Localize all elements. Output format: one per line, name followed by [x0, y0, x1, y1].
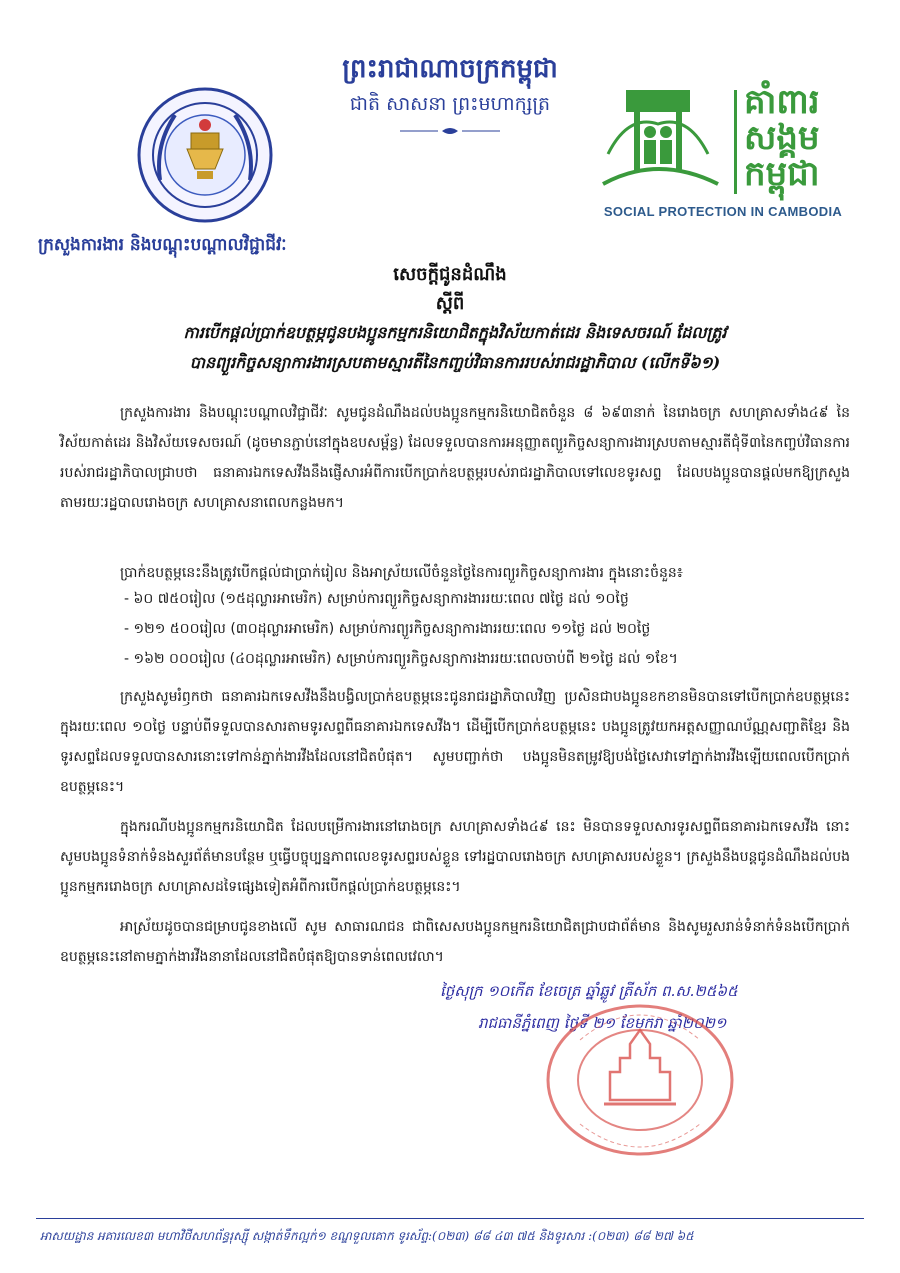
- national-motto: ជាតិ សាសនា ព្រះមហាក្សត្រ: [349, 93, 551, 115]
- sp-logo-word-1: គាំពារ: [744, 82, 820, 122]
- sp-logo-wordmark: [744, 84, 848, 192]
- list-item: - ១៦២ ០០០រៀល (៤០ដុល្លារអាមេរិក) សម្រាប់ការព្យួរកិច្ចសន្យាការងាររយៈពេលចាប់ពី ២១ថ្ងៃ ដល់ ១ខែ។: [124, 651, 678, 667]
- subject-line-2: បានព្យួរកិច្ចសន្យាការងារស្របតាមស្មារតីនៃកញ្ចប់វិធានការរបស់រាជរដ្ឋាភិបាល (លើកទី៦១): [189, 353, 721, 372]
- list-item: - ៦០ ៧៥០រៀល (១៥ដុល្លារអាមេរិក) សម្រាប់ការព្យួរកិច្ចសន្យាការងាររយៈពេល ៧ថ្ងៃ ដល់ ១០ថ្ងៃ: [124, 591, 629, 607]
- paragraph-4: ក្នុងករណីបងប្អូនកម្មករនិយោជិត ដែលបម្រើការងារនៅរោងចក្រ សហគ្រាសទាំង៤៩ នេះ មិនបានទទួលសារទូរសព្ទពីធនាគារឯកទេសវីង នោះសូមបងប្អូនទំនាក់ទំនងសួរព័ត៌មានបន្ថែម ឬធ្វើបច្ចុប្បន្នភាពលេខទូរសព្ទរបស់ខ្លួន ទៅរដ្ឋបាលរោងចក្រ សហគ្រាសរបស់ខ្លួន។ ក្រសួងនឹងបន្តជូនដំណឹងដល់បងប្អូនកម្មកររោងចក្រ សហគ្រាសដទៃផ្សេងទៀតអំពីការបើកផ្តល់ប្រាក់ឧបត្ថម្ភនេះ។: [60, 819, 850, 895]
- subject-line-1: ការបើកផ្តល់ប្រាក់ឧបត្ថម្ភជូនបងប្អូនកម្មករនិយោជិតក្នុងវិស័យកាត់ដេរ និងទេសចរណ៍ ដែលត្រូវ: [183, 323, 727, 342]
- ministry-logo: [135, 85, 275, 225]
- paragraph-3: ក្រសួងសូមរំឭកថា ធនាគារឯកទេសវីងនឹងបង្វិលប្រាក់ឧបត្ថម្ភនេះជូនរាជរដ្ឋាភិបាលវិញ ប្រសិនជាបងប្អូនខកខានមិនបានទៅបើកប្រាក់ឧបត្ថម្ភនេះ ក្នុងរយៈពេល ១០ថ្ងៃ បន្ទាប់ពីទទួលបានសារតាមទូរសព្ទពីធនាគារឯកទេសវីង។ ដើម្បីបើកប្រាក់ឧបត្ថម្ភនេះ បងប្អូនត្រូវយកអត្តសញ្ញាណប័ណ្ណសញ្ជាតិខ្មែរ និងទូរសព្ទដែលទទួលបានសារនោះទៅកាន់ភ្នាក់ងារវីងដែលនៅជិតបំផុត។ សូមបញ្ជាក់ថា បងប្អូនមិនតម្រូវឱ្យបង់ថ្លៃសេវាទៅភ្នាក់ងារវីងឡើយពេលបើកប្រាក់ឧបត្ថម្ភនេះ។: [60, 689, 850, 795]
- place-date: រាជធានីភ្នំពេញ ថ្ងៃទី ២១ ខែមករា ឆ្នាំ២០២១: [478, 1014, 727, 1032]
- notice-subtitle: ស្តីពី: [435, 293, 465, 314]
- paragraph-2: ប្រាក់ឧបត្ថម្ភនេះនឹងត្រូវបើកផ្តល់ជាប្រាក់រៀល និងអាស្រ័យលើចំនួនថ្ងៃនៃការព្យួរកិច្ចសន្យាការងារ ក្នុងនោះចំនួន៖: [120, 565, 683, 581]
- sp-logo-caption: SOCIAL PROTECTION IN CAMBODIA: [603, 204, 843, 219]
- ministry-name: ក្រសួងការងារ និងបណ្តុះបណ្តាលវិជ្ជាជីវៈ: [38, 235, 287, 255]
- footer-address: អាសយដ្ឋាន អគារលេខ៣ មហាវិថីសហព័ន្ធរុស្ស៊ី សង្កាត់ទឹកល្អក់១ ខណ្ឌទួលគោក ទូរស័ព្ទ:(០២៣) ៨៨ ៤៣ ៧៥ និងទូរសារ :(០២៣) ៨៨ ២៧ ៦៥: [40, 1229, 694, 1243]
- official-seal-stamp: [540, 1000, 740, 1160]
- notice-title: សេចក្តីជូនដំណឹង: [393, 264, 507, 285]
- list-item: - ១២១ ៥០០រៀល (៣០ដុល្លារអាមេរិក) សម្រាប់ការព្យួរកិច្ចសន្យាការងាររយៈពេល ១១ថ្ងៃ ដល់ ២០ថ្ងៃ: [124, 621, 651, 637]
- allowance-list: [124, 584, 854, 674]
- paragraph-1: ក្រសួងការងារ និងបណ្តុះបណ្តាលវិជ្ជាជីវៈ សូមជូនដំណឹងដល់បងប្អូនកម្មករនិយោជិតចំនួន ៨ ៦៩៣នាក់ នៃរោងចក្រ សហគ្រាសទាំង៤៩ នៃវិស័យកាត់ដេរ និងវិស័យទេសចរណ៍ (ដូចមានភ្ជាប់នៅក្នុងឧបសម្ព័ន្ធ) ដែលទទួលបានការអនុញ្ញាតព្យួរកិច្ចសន្យាការងារស្របតាមស្មារតីជុំទី៣នៃកញ្ចប់វិធានការរបស់រាជរដ្ឋាភិបាលជ្រាបថា ធនាគារឯកទេសវីងនឹងផ្ញើសារអំពីការបើកប្រាក់ឧបត្ថម្ភរបស់រាជរដ្ឋាភិបាលទៅលេខទូរសព្ទ ដែលបងប្អូនបានផ្តល់មកឱ្យក្រសួងតាមរយៈរដ្ឋបាលរោងចក្រ សហគ្រាសនាពេលកន្លងមក។: [60, 405, 850, 511]
- footer-divider: [36, 1218, 864, 1219]
- kingdom-title: ព្រះរាជាណាចក្រកម្ពុជា: [342, 54, 558, 84]
- lunar-date: ថ្ងៃសុក្រ ១០កើត ខែចេត្រ ឆ្នាំឆ្លូវ ត្រីស័ក ព.ស.២៥៦៥: [440, 982, 738, 1000]
- header-ornament: [400, 126, 500, 136]
- sp-logo-word-3: កម្ពុជា: [744, 154, 820, 194]
- paragraph-5: អាស្រ័យដូចបានជម្រាបជូនខាងលើ សូម សាធារណជន ជាពិសេសបងប្អូនកម្មករនិយោជិតជ្រាបជាព័ត៌មាន និងសូមរួសរាន់ទំនាក់ទំនងបើកប្រាក់ឧបត្ថម្ភនេះនៅតាមភ្នាក់ងារវីងនានាដែលនៅជិតបំផុតឱ្យបានទាន់ពេលវេលា។: [60, 919, 850, 965]
- sp-logo-word-2: សង្គម: [744, 118, 820, 158]
